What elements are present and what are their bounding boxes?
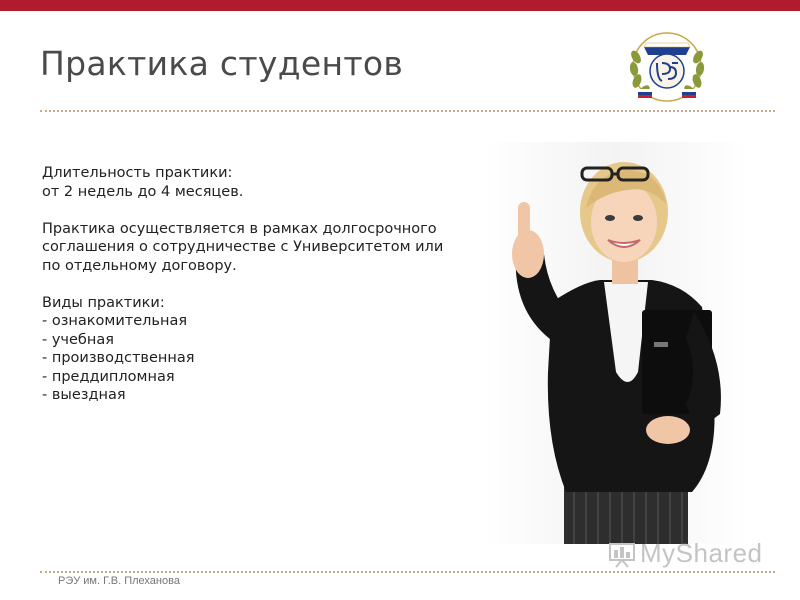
practice-types-list: [42, 312, 482, 405]
presentation-screen-icon: [608, 542, 636, 568]
practice-types-block: [42, 294, 482, 405]
duration-value: от 2 недель до 4 месяцев.: [42, 183, 244, 200]
bottom-divider: [40, 571, 775, 573]
duration-heading: Длительность практики:: [42, 165, 233, 181]
watermark: [608, 538, 763, 569]
top-accent-bar: [0, 0, 800, 11]
agreement-line-2: соглашения о сотрудничестве с Университетом или: [42, 239, 444, 255]
page-title: Практика студентов: [40, 44, 404, 83]
list-item: - производственная: [42, 350, 195, 366]
agreement-line-3: по отдельному договору.: [42, 257, 237, 274]
agreement-line-1: Практика осуществляется в рамках долгосрочного: [42, 220, 437, 237]
slide-body: [42, 164, 482, 405]
list-item: - учебная: [42, 331, 114, 348]
list-item: - преддипломная: [42, 368, 175, 385]
university-emblem-icon: [624, 27, 710, 107]
list-item: - выездная: [42, 387, 126, 403]
agreement-block: [42, 220, 482, 276]
top-divider: [40, 110, 775, 112]
footer-university-name: РЭУ им. Г.В. Плеханова: [58, 575, 180, 587]
student-thumbs-up-photo: [482, 142, 750, 544]
duration-block: [42, 164, 482, 201]
list-item: - ознакомительная: [42, 313, 188, 329]
practice-types-heading: Виды практики:: [42, 294, 165, 311]
watermark-text: MyShared: [640, 538, 763, 568]
